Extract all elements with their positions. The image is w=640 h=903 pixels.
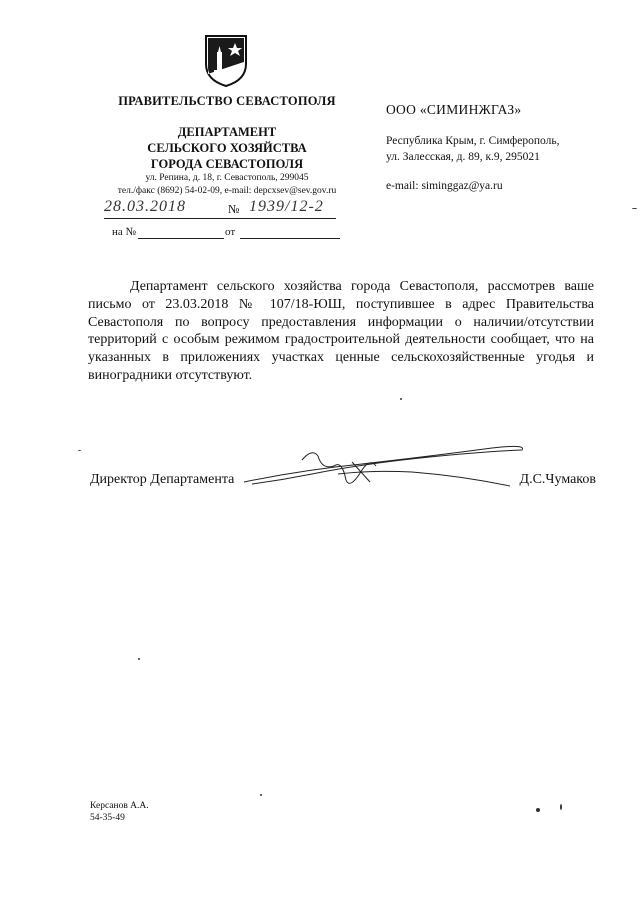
reference-date-blank (240, 238, 340, 239)
registration-date: 28.03.2018 (104, 198, 186, 215)
department-line: ДЕПАРТАМЕНТ (177, 125, 277, 139)
scan-speck (78, 450, 81, 451)
registration-line (104, 200, 336, 222)
government-title: ПРАВИТЕЛЬСТВО СЕВАСТОПОЛЯ (118, 94, 336, 108)
body-paragraph: Департамент сельского хозяйства города Севастополя, рассмотрев ваше письмо от 23.03.2018 № 107/18-ЮШ, поступившее в адрес Правительства Севастополя по вопросу предоставления информации о наличии/отсутствии территорий с особым режимом градостроительной деятельности сообщает, что на указанных в приложениях участках ценные сельскохозяйственные угодья и виноградники отсутствуют. (88, 279, 594, 383)
executor-phone: 54-35-49 (90, 813, 125, 823)
registration-underline (104, 218, 336, 219)
reference-line (112, 226, 344, 242)
recipient-name: ООО «СИМИНЖГАЗ» (386, 102, 522, 117)
scan-speck (260, 794, 262, 796)
signature-row (90, 472, 596, 492)
signatory-name: Д.С.Чумаков (519, 472, 596, 487)
letter-body (88, 278, 594, 385)
department-address (96, 172, 358, 198)
registration-number: 1939/12-2 (249, 198, 324, 215)
scan-speck (632, 208, 637, 209)
department-line: СЕЛЬСКОГО ХОЗЯЙСТВА (147, 141, 307, 155)
sevastopol-emblem-icon (204, 34, 248, 88)
address-contacts: тел./факс (8692) 54-02-09, e-mail: depcxsev@sev.gov.ru (117, 186, 337, 196)
recipient-address (386, 133, 559, 165)
recipient-address-line: ул. Залесская, д. 89, к.9, 295021 (386, 151, 540, 163)
signatory-title: Директор Департамента (90, 472, 235, 487)
scan-speck (138, 658, 140, 660)
reference-number-label: на № (112, 226, 137, 238)
reference-from-label: от (225, 226, 236, 238)
executor-name: Керсанов А.А. (90, 801, 149, 811)
recipient-email: e-mail: siminggaz@ya.ru (386, 180, 503, 192)
address-street: ул. Репина, д. 18, г. Севастополь, 299045 (145, 173, 309, 183)
department-name (96, 124, 358, 172)
recipient-address-line: Республика Крым, г. Симферополь, (386, 135, 560, 147)
scan-speck (560, 804, 562, 810)
reference-number-blank (138, 238, 224, 239)
department-line: ГОРОДА СЕВАСТОПОЛЯ (150, 157, 304, 171)
registration-number-label: № (228, 202, 240, 216)
executor-info (90, 800, 149, 824)
scan-speck (536, 808, 540, 812)
scan-speck (400, 398, 402, 400)
